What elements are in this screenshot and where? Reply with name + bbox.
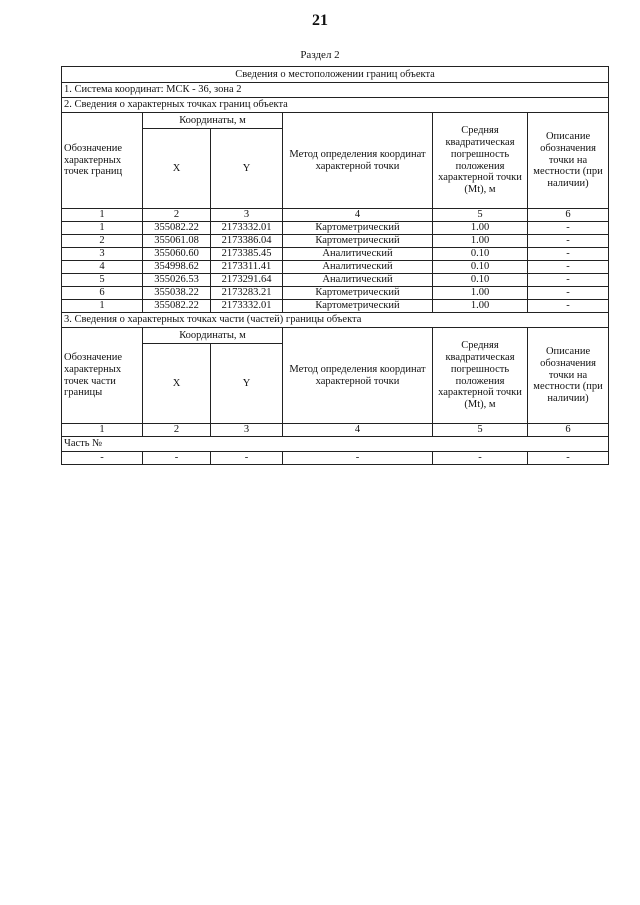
point-cell: 3	[62, 248, 143, 261]
column-number: 2	[143, 209, 211, 222]
y-cell: 2173283.21	[211, 287, 283, 300]
table-row	[62, 274, 609, 287]
mt-cell: 1.00	[433, 222, 528, 235]
header-part-y: Y	[211, 344, 283, 424]
desc-cell: -	[528, 261, 609, 274]
x-cell: 355038.22	[143, 287, 211, 300]
header-method: Метод определения координат характерной точки	[283, 113, 433, 209]
method-cell: Картометрический	[283, 222, 433, 235]
part-cell: -	[283, 452, 433, 465]
point-cell: 6	[62, 287, 143, 300]
boundary-table	[61, 66, 609, 465]
y-cell: 2173332.01	[211, 300, 283, 313]
column-number-row	[62, 209, 609, 222]
point-cell: 2	[62, 235, 143, 248]
column-number: 6	[528, 424, 609, 437]
table-title: Сведения о местоположении границ объекта	[62, 67, 609, 83]
table-row	[62, 248, 609, 261]
column-number: 5	[433, 209, 528, 222]
table-row	[62, 222, 609, 235]
coord-system: 1. Система координат: МСК - 36, зона 2	[62, 83, 609, 98]
desc-cell: -	[528, 248, 609, 261]
y-cell: 2173332.01	[211, 222, 283, 235]
column-number: 6	[528, 209, 609, 222]
part-cell: -	[62, 452, 143, 465]
header-mean-error: Средняя квадратическая погрешность положения характерной точки (Mt), м	[433, 113, 528, 209]
point-cell: 4	[62, 261, 143, 274]
point-cell: 1	[62, 222, 143, 235]
y-cell: 2173291.64	[211, 274, 283, 287]
table-row	[62, 452, 609, 465]
header-x: X	[143, 129, 211, 209]
section3-heading: 3. Сведения о характерных точках части (частей) границы объекта	[62, 313, 609, 328]
header-description: Описание обозначения точки на местности (при наличии)	[528, 113, 609, 209]
header-part-coordinates: Координаты, м	[143, 328, 283, 344]
column-number: 3	[211, 209, 283, 222]
column-number: 1	[62, 424, 143, 437]
part-cell: -	[143, 452, 211, 465]
part-cell: -	[528, 452, 609, 465]
y-cell: 2173311.41	[211, 261, 283, 274]
x-cell: 355082.22	[143, 222, 211, 235]
x-cell: 355061.08	[143, 235, 211, 248]
y-cell: 2173386.04	[211, 235, 283, 248]
column-number: 5	[433, 424, 528, 437]
column-number: 1	[62, 209, 143, 222]
column-number: 4	[283, 424, 433, 437]
desc-cell: -	[528, 222, 609, 235]
header-coordinates: Координаты, м	[143, 113, 283, 129]
section-label: Раздел 2	[300, 49, 340, 61]
table-row	[62, 300, 609, 313]
desc-cell: -	[528, 235, 609, 248]
desc-cell: -	[528, 274, 609, 287]
desc-cell: -	[528, 287, 609, 300]
table-row	[62, 261, 609, 274]
part-cell: -	[433, 452, 528, 465]
column-number-row	[62, 424, 609, 437]
column-number: 4	[283, 209, 433, 222]
part-label: Часть №	[62, 437, 609, 452]
point-cell: 1	[62, 300, 143, 313]
header-part-mean-error: Средняя квадратическая погрешность положения характерной точки (Mt), м	[433, 328, 528, 424]
x-cell: 354998.62	[143, 261, 211, 274]
header-part-description: Описание обозначения точки на местности (при наличии)	[528, 328, 609, 424]
point-cell: 5	[62, 274, 143, 287]
mt-cell: 1.00	[433, 300, 528, 313]
header-part-x: X	[143, 344, 211, 424]
method-cell: Картометрический	[283, 235, 433, 248]
page-number: 21	[312, 12, 328, 29]
mt-cell: 1.00	[433, 235, 528, 248]
x-cell: 355060.60	[143, 248, 211, 261]
header-part-point-designation: Обозначение характерных точек части границы	[62, 328, 143, 424]
header-part-method: Метод определения координат характерной точки	[283, 328, 433, 424]
mt-cell: 1.00	[433, 287, 528, 300]
y-cell: 2173385.45	[211, 248, 283, 261]
method-cell: Картометрический	[283, 300, 433, 313]
part-cell: -	[211, 452, 283, 465]
x-cell: 355082.22	[143, 300, 211, 313]
column-number: 2	[143, 424, 211, 437]
header-y: Y	[211, 129, 283, 209]
table-row	[62, 235, 609, 248]
column-number: 3	[211, 424, 283, 437]
desc-cell: -	[528, 300, 609, 313]
method-cell: Аналитический	[283, 261, 433, 274]
method-cell: Аналитический	[283, 274, 433, 287]
method-cell: Аналитический	[283, 248, 433, 261]
method-cell: Картометрический	[283, 287, 433, 300]
section2-heading: 2. Сведения о характерных точках границ объекта	[62, 98, 609, 113]
mt-cell: 0.10	[433, 248, 528, 261]
x-cell: 355026.53	[143, 274, 211, 287]
header-point-designation: Обозначение характерных точек границ	[62, 113, 143, 209]
table-row	[62, 287, 609, 300]
mt-cell: 0.10	[433, 274, 528, 287]
mt-cell: 0.10	[433, 261, 528, 274]
